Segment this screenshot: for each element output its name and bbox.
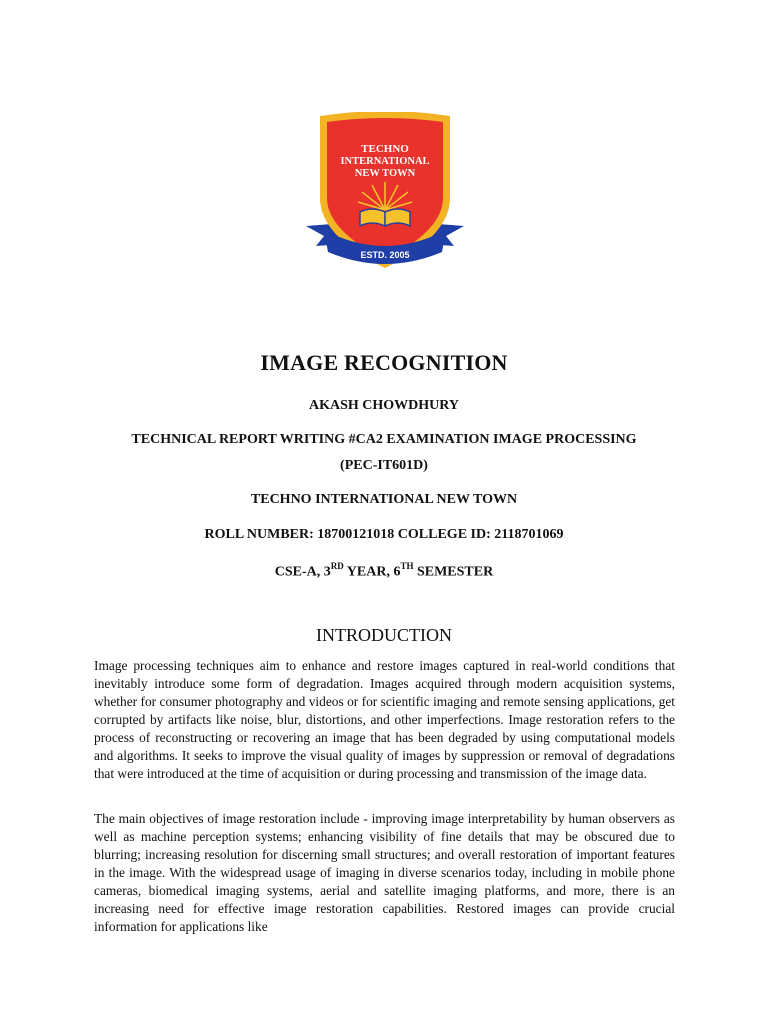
year-text-part3: SEMESTER [413,564,494,580]
open-book-icon [360,209,410,226]
crest-text-line1: TECHNO [361,143,409,155]
year-semester-line [0,562,768,581]
section-heading-introduction: INTRODUCTION [316,625,452,645]
crest-text-line3: NEW TOWN [354,168,416,179]
college-name: TECHNO INTERNATIONAL NEW TOWN [250,492,518,507]
crest-text-line2: INTERNATIONAL [340,156,430,167]
author-name: AKASH CHOWDHURY [308,398,459,413]
intro-paragraph-1: Image processing techniques aim to enhance and restore images captured in real-world conditions that inevitably introduce some form of degradation. Images acquired through modern acquisition systems, whether for consumer photography and videos or for scientific imaging and remote sensing applications, get corrupted by artifacts like noise, blur, distortions, and other imperfections. Image restoration refers to the process of reconstructing or recovering an image that has been degraded by using computational models and algorithms. It seeks to improve the visual quality of images by suppression or removal of degradations that were introduced at the time of acquisition or during processing and transmission of the image data. [94,658,675,781]
course-line-2: (PEC-IT601D) [340,458,428,473]
crest-estd-text: ESTD. 2005 [360,250,410,260]
semester-superscript: TH [400,561,414,571]
year-text-part2: YEAR, 6 [343,564,401,580]
intro-paragraph-2: The main objectives of image restoration include - improving image interpretability by human observers as well as machine perception systems; enhancing visibility of fine details that may be obscured due to blurring; increasing resolution for discerning small structures; and overall restoration of important features in the image. With the widespread usage of imaging in diverse scenarios today, including in mobile phone cameras, biomedical imaging systems, aerial and satellite imaging platforms, and more, there is an increasing need for effective image restoration capabilities. Restored images can provide crucial information for applications like [94,811,675,934]
document-title: IMAGE RECOGNITION [260,350,508,375]
college-crest-logo [302,112,468,272]
course-line-1: TECHNICAL REPORT WRITING #CA2 EXAMINATION IMAGE PROCESSING [131,432,637,447]
roll-and-college-id: ROLL NUMBER: 18700121018 COLLEGE ID: 2118701069 [204,527,564,542]
year-text-part1: CSE-A, 3 [274,564,331,580]
year-superscript: RD [330,561,344,571]
